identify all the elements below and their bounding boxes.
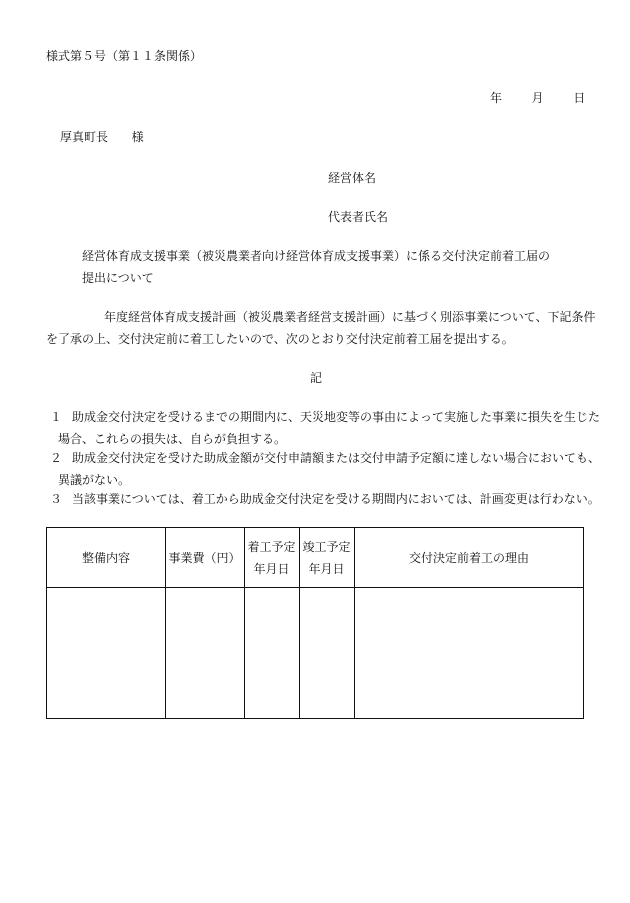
- header-label: 竣工予定: [302, 539, 351, 554]
- date-day-label: 日: [573, 91, 586, 105]
- header-label: 着工予定: [247, 539, 296, 554]
- header-maintenance-content: [47, 528, 165, 587]
- condition-text: 助成金交付決定を受けた助成金額が交付申請額または交付申請予定額に達しない場合においても、: [72, 451, 601, 465]
- header-label-sub: 年月日: [308, 561, 345, 576]
- addressee: [60, 131, 144, 143]
- header-label-sub: 年月日: [253, 561, 290, 576]
- construction-info-table: [46, 527, 584, 719]
- subject-line-2: 提出について: [82, 271, 154, 285]
- header-label: 交付決定前着工の理由: [408, 550, 529, 565]
- header-reason: [354, 528, 584, 587]
- condition-text: 当該事業については、着工から助成金交付決定を受ける期間内においては、計画変更は行わない。: [72, 492, 600, 506]
- subject-line-1: 経営体育成支援事業（被災農業者向け経営体育成支援事業）に係る交付決定前着工届の: [82, 249, 551, 263]
- date-year-label: 年: [490, 91, 503, 105]
- condition-number: ２: [50, 451, 63, 465]
- condition-number: １: [50, 410, 63, 424]
- date-month-label: 月: [531, 91, 544, 105]
- body-line-2: を了承の上、交付決定前に着工したいので、次のとおり交付決定前着工届を提出する。: [46, 332, 514, 346]
- representative-name-label: 代表者氏名: [328, 210, 389, 224]
- body-line-1: 年度経営体育成支援計画（被災農業者経営支援計画）に基づく別添事業について、下記条件: [104, 310, 596, 324]
- header-label: 整備内容: [81, 550, 130, 565]
- header-project-cost: [165, 528, 244, 587]
- condition-number: ３: [50, 492, 63, 506]
- condition-text-continued: 異議がない。: [58, 473, 131, 487]
- date-line: [490, 92, 585, 104]
- addressee-honorific: 様: [131, 130, 144, 144]
- ki-heading: 記: [310, 371, 323, 385]
- entity-name-label: 経営体名: [328, 171, 377, 185]
- condition-text-continued: 場合、これらの損失は、自らが負担する。: [58, 432, 287, 446]
- form-number: 様式第５号（第１１条関係）: [46, 49, 203, 63]
- table-row: [47, 588, 583, 718]
- header-planned-completion-date: [299, 528, 354, 587]
- condition-text: 助成金交付決定を受けるまでの期間内に、天災地変等の事由によって実施した事業に損失を生じた: [72, 410, 601, 424]
- addressee-title: 厚真町長: [60, 130, 109, 144]
- header-planned-start-date: [244, 528, 299, 587]
- header-label: 事業費（円）: [168, 550, 241, 565]
